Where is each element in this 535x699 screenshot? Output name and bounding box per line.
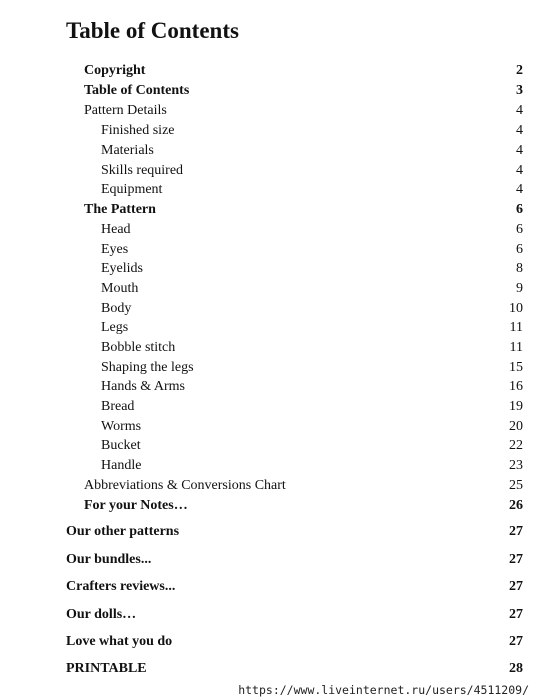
toc-entry-label: Our dolls… [66,607,137,622]
toc-entry-eyelids[interactable] [101,259,523,279]
toc-entry-label: The Pattern [84,202,156,217]
toc-entry-label: Crafters reviews... [66,579,176,594]
toc-entry-our-dolls[interactable] [66,605,523,625]
toc-entry-label: Materials [101,143,154,158]
page-title: Table of Contents [66,18,239,43]
toc-entry-label: Shaping the legs [101,360,194,375]
toc-entry-page: 6 [516,242,523,257]
toc-entry-label: Copyright [84,63,146,78]
toc-entry-finished-size[interactable] [101,121,523,141]
toc-entry-label: Bobble stitch [101,340,176,355]
toc-entry-page: 6 [516,202,523,217]
toc-entry-label: Love what you do [66,634,173,649]
toc-entry-bobble-stitch[interactable] [101,338,523,358]
toc-entry-page: 4 [516,123,523,138]
toc-entry-label: Bucket [101,438,141,453]
toc-entry-label: Equipment [101,182,163,197]
toc-entry-table-of-contents[interactable] [84,81,523,101]
toc-entry-page: 9 [516,281,523,296]
toc-entry-our-bundles[interactable] [66,550,523,570]
toc-entry-page: 25 [509,478,523,493]
toc-entry-page: 2 [516,63,523,78]
toc-entry-mouth[interactable] [101,279,523,299]
toc-entry-equipment[interactable] [101,180,523,200]
toc-entry-page: 23 [509,458,523,473]
toc-entry-label: For your Notes… [84,498,188,513]
toc-entry-body[interactable] [101,299,523,319]
toc-entry-label: Abbreviations & Conversions Chart [84,478,286,493]
toc-entry-label: Mouth [101,281,139,296]
toc-entry-abbreviations[interactable] [84,476,523,496]
toc-entry-label: Body [101,301,132,316]
toc-entry-page: 11 [509,340,523,355]
toc-entry-page: 11 [509,320,523,335]
toc-entry-label: Worms [101,419,142,434]
toc-entry-label: Bread [101,399,135,414]
toc-entry-pattern-details[interactable] [84,101,523,121]
toc-entry-head[interactable] [101,220,523,240]
toc-entry-page: 27 [509,524,523,539]
toc-entry-page: 15 [509,360,523,375]
toc-entry-page: 22 [509,438,523,453]
toc-entry-our-other-patterns[interactable] [66,522,523,542]
toc-entry-label: Skills required [101,163,184,178]
toc-entry-page: 4 [516,143,523,158]
toc-entry-printable[interactable] [66,659,523,679]
toc-entry-page: 6 [516,222,523,237]
toc-entry-label: Legs [101,320,129,335]
toc-entry-page: 10 [509,301,523,316]
toc-entry-page: 27 [509,579,523,594]
toc-entry-page: 27 [509,552,523,567]
toc-entry-label: Table of Contents [84,83,190,98]
toc-entry-page: 4 [516,182,523,197]
toc-entry-page: 8 [516,261,523,276]
toc-entry-bread[interactable] [101,397,523,417]
toc-entry-skills-required[interactable] [101,161,523,181]
toc-entry-copyright[interactable] [84,61,523,81]
toc-entry-page: 19 [509,399,523,414]
toc-entry-label: Eyes [101,242,129,257]
toc-entry-label: Our other patterns [66,524,180,539]
toc-entry-label: Handle [101,458,142,473]
toc-entry-handle[interactable] [101,456,523,476]
toc-entry-label: Head [101,222,131,237]
toc-entry-label: Hands & Arms [101,379,185,394]
source-watermark: https://www.liveinternet.ru/users/4511209/ [238,683,529,697]
toc-entry-label: PRINTABLE [66,661,147,676]
toc-entry-page: 27 [509,634,523,649]
toc-entry-for-your-notes[interactable] [84,496,523,516]
toc-entry-eyes[interactable] [101,240,523,260]
toc-entry-shaping-the-legs[interactable] [101,358,523,378]
toc-entry-crafters-reviews[interactable] [66,577,523,597]
toc-entry-page: 4 [516,103,523,118]
toc-entry-page: 28 [509,661,523,676]
toc-entry-legs[interactable] [101,318,523,338]
toc-entry-page: 26 [509,498,523,513]
toc-entry-materials[interactable] [101,141,523,161]
toc-entry-label: Our bundles... [66,552,152,567]
toc-entry-label: Finished size [101,123,175,138]
toc-entry-love-what-you-do[interactable] [66,632,523,652]
toc-entry-page: 20 [509,419,523,434]
toc-entry-label: Eyelids [101,261,143,276]
toc-entry-page: 3 [516,83,523,98]
toc-entry-worms[interactable] [101,417,523,437]
toc-entry-the-pattern[interactable] [84,200,523,220]
toc-entry-label: Pattern Details [84,103,167,118]
toc-entry-bucket[interactable] [101,436,523,456]
toc-entry-page: 16 [509,379,523,394]
toc-entry-page: 27 [509,607,523,622]
toc-entry-page: 4 [516,163,523,178]
toc-entry-hands-arms[interactable] [101,377,523,397]
